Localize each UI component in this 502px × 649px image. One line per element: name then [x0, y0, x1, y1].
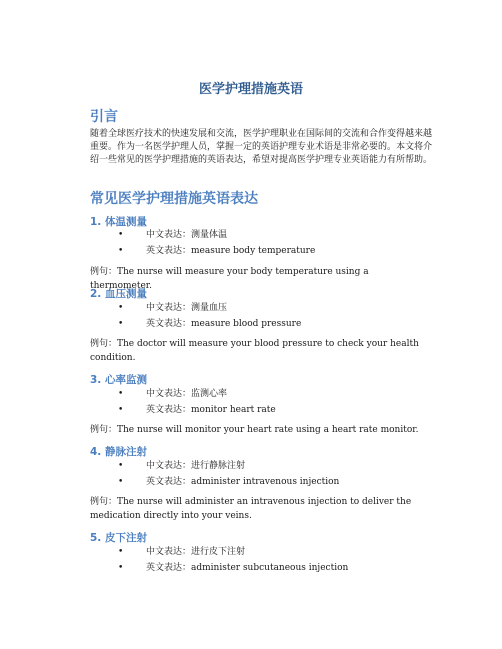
- bullet-icon: •: [118, 477, 124, 487]
- example-sentence: 例句：The nurse will measure your body temperature using a thermometer.: [90, 267, 369, 291]
- example-sentence: 例句：The doctor will measure your blood pressure to check your health condition.: [90, 339, 419, 363]
- bullet-icon: •: [118, 389, 124, 399]
- bullet-icon: •: [118, 303, 124, 313]
- item-heading: 3. 心率监测: [90, 374, 147, 386]
- section-heading: 常见医学护理措施英语表达: [90, 191, 258, 207]
- item-heading: 5. 皮下注射: [90, 532, 147, 544]
- bullet-icon: •: [118, 405, 124, 415]
- document-page: 医学护理措施英语 引言 随着全球医疗技术的快速发展和交流，医学护理职业在国际间的交流和合作变得越来越重要。作为一名医学护理人员，掌握一定的英语护理专业术语是非常必要的。本文将介绍一些常见的医学护理措施的英语表达，希望对提高医学护理专业英语能力有所帮助。 常见医学护理措施英语表达 1. 体温测量 • 中文表达：测量体温 • 英文表达：measure body temperature 例句：The nurse will measure your body temperature using a thermometer. 2. 血压测量 • 中文表达：测量血压 • 英文表达：measure blood pressure 例句：The doctor will measure your blood pressure to check your health condition. 3. 心率监测 • 中文表达：监测心率 • 英文表达：monitor heart rate 例句：The nurse will monitor your heart rate using a heart rate monitor. 4. 静脉注射 • 中文表达：进行静脉注射 • 英文表达：administer intravenous injection 例句：The nurse will administer an intravenous injection to deliver the medication directly into your veins. 5. 皮下注射 • 中文表达：进行皮下注射 • 英文表达：administer subcutaneous injection: [0, 0, 502, 649]
- bullet-icon: •: [118, 461, 124, 471]
- bullet-icon: •: [118, 246, 124, 256]
- example-sentence: 例句：The nurse will monitor your heart rate using a heart rate monitor.: [90, 425, 419, 435]
- bullet-icon: •: [118, 319, 124, 329]
- bullet-icon: •: [118, 547, 124, 557]
- page-title: 医学护理措施英语: [198, 82, 303, 97]
- bullet-icon: •: [118, 230, 124, 240]
- item-heading: 4. 静脉注射: [90, 446, 147, 458]
- item-heading: 1. 体温测量: [90, 216, 147, 228]
- bullet-icon: •: [118, 563, 124, 573]
- example-sentence: 例句：The nurse will administer an intravenous injection to deliver the medication directly into your veins.: [90, 497, 412, 521]
- item-heading: 2. 血压测量: [90, 288, 147, 300]
- intro-heading: 引言: [90, 109, 118, 125]
- intro-paragraph: 随着全球医疗技术的快速发展和交流，医学护理职业在国际间的交流和合作变得越来越重要。作为一名医学护理人员，掌握一定的英语护理专业术语是非常必要的。本文将介绍一些常见的医学护理措施的英语表达，希望对提高医学护理专业英语能力有所帮助。: [90, 129, 433, 165]
